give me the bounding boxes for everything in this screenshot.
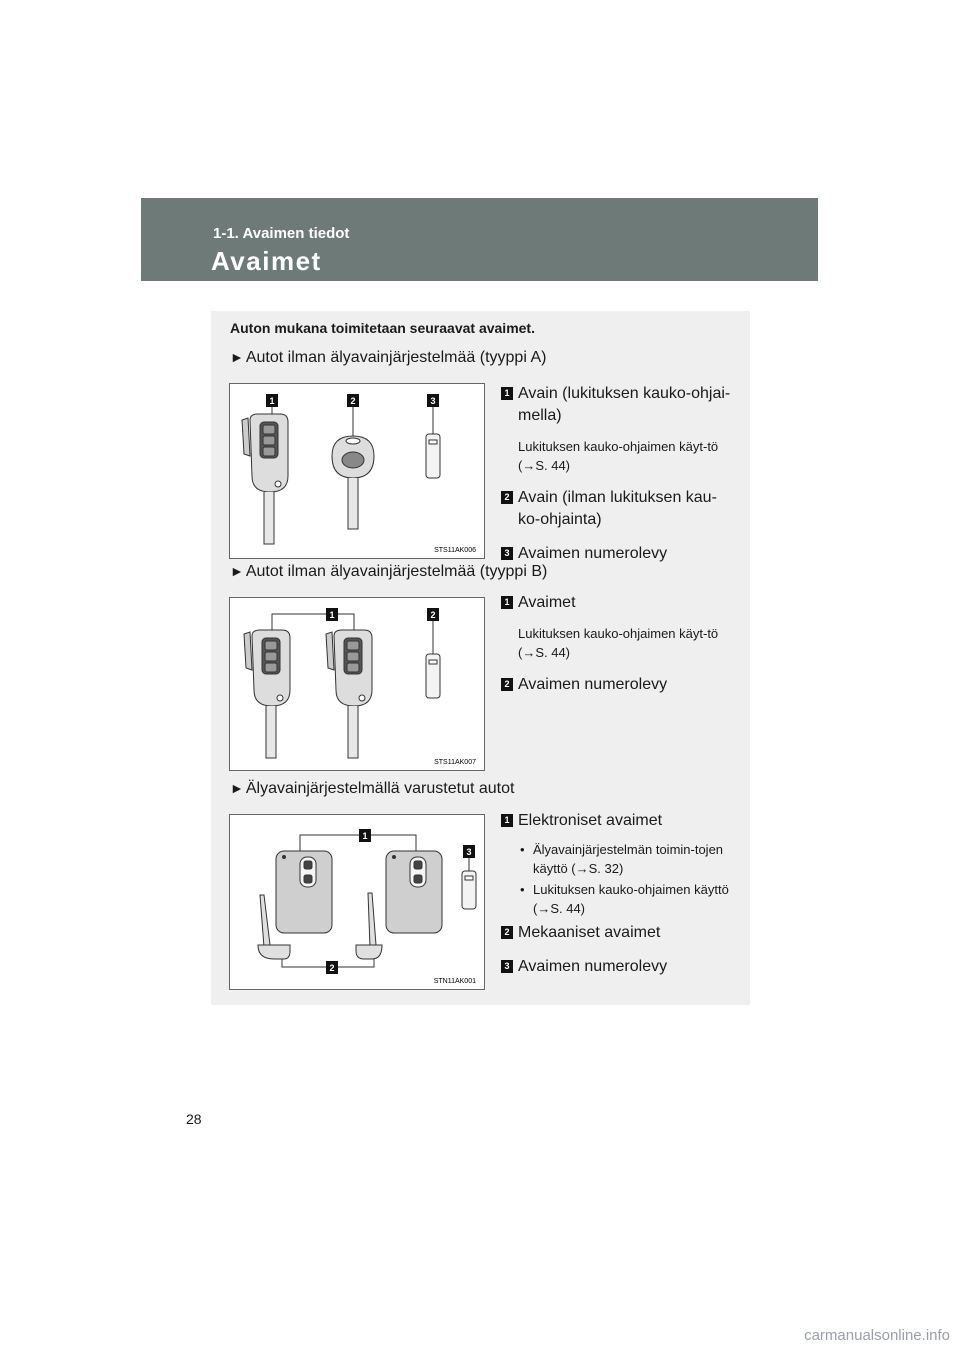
- callout-2: [326, 961, 338, 974]
- chapter-header: [141, 198, 818, 281]
- bullet-item: • Älyavainjärjestelmän toimin-tojen käyttö (→S. 32): [518, 840, 731, 878]
- key-number-plate-icon: [426, 434, 440, 478]
- number-badge: 1: [501, 387, 513, 400]
- callout-3: [427, 394, 439, 407]
- svg-text:2: 2: [350, 396, 356, 406]
- content-box: [211, 311, 750, 1005]
- item-mechanical-keys: 2 Mekaaniset avaimet: [501, 922, 731, 944]
- number-badge: 3: [501, 960, 513, 973]
- item-keys: 1 Avaimet: [501, 592, 731, 614]
- item-note: Lukituksen kauko-ohjaimen käyt-tö (→S. 44): [518, 439, 719, 473]
- heading-text: Älyavainjärjestelmällä varustetut autot: [245, 780, 515, 797]
- heading-text: Autot ilman älyavainjärjestelmää (tyyppi B): [245, 563, 548, 580]
- callout-2: [347, 394, 359, 407]
- callout-1: [326, 608, 338, 621]
- items-type-a: [501, 383, 731, 577]
- svg-text:2: 2: [430, 610, 436, 620]
- smart-key-icon: [276, 851, 332, 933]
- triangle-bullet-icon: ►: [230, 563, 244, 579]
- heading-smart-key: [230, 780, 514, 798]
- page-title: Avaimet: [211, 246, 322, 276]
- figure-code: STS11AK007: [434, 759, 476, 766]
- figure-type-b: [229, 597, 485, 771]
- triangle-bullet-icon: ►: [230, 780, 244, 796]
- key-number-plate-icon: [462, 871, 476, 909]
- number-badge: 2: [501, 926, 513, 939]
- item-number-plate: 2 Avaimen numerolevy: [501, 674, 731, 696]
- triangle-bullet-icon: ►: [230, 349, 244, 365]
- number-badge: 3: [501, 547, 513, 560]
- bullet-list: [518, 840, 731, 918]
- figure-smart-key: [229, 814, 485, 990]
- heading-type-a: [230, 349, 546, 367]
- callout-1: [266, 394, 278, 407]
- number-badge: 1: [501, 814, 513, 827]
- item-electronic-keys: 1 Elektroniset avaimet: [501, 810, 731, 832]
- remote-key-icon: [244, 630, 290, 758]
- number-badge: 2: [501, 678, 513, 691]
- mechanical-key-icon: [356, 893, 382, 959]
- svg-text:3: 3: [466, 847, 472, 857]
- page-number: 28: [186, 1111, 202, 1127]
- watermark: carmanualsonline.info: [804, 1327, 950, 1344]
- heading-text: Autot ilman älyavainjärjestelmää (tyyppi A): [245, 349, 547, 366]
- figure-code: STN11AK001: [433, 978, 476, 985]
- bullet-item: • Lukituksen kauko-ohjaimen käyttö (→S. 44): [518, 880, 731, 918]
- smart-key-icon: [386, 851, 442, 933]
- svg-text:1: 1: [362, 831, 368, 841]
- intro-text: Auton mukana toimitetaan seuraavat avaimet.: [230, 320, 535, 336]
- remote-key-icon: [326, 630, 372, 758]
- svg-text:1: 1: [329, 610, 335, 620]
- heading-type-b: [230, 563, 547, 581]
- callout-2: [427, 608, 439, 621]
- remote-key-icon: [242, 414, 288, 544]
- callout-1: [359, 829, 371, 842]
- item-key-with-remote: 1 Avain (lukituksen kauko-ohjai-mella): [501, 383, 731, 427]
- item-key-without-remote: 2 Avain (ilman lukituksen kau-ko-ohjainta): [501, 487, 731, 531]
- key-icon: [332, 436, 374, 529]
- items-smart-key: [501, 810, 731, 990]
- svg-text:2: 2: [329, 963, 335, 973]
- section-title: 1-1. Avaimen tiedot: [213, 225, 350, 242]
- svg-text:1: 1: [269, 396, 275, 406]
- callout-3: [463, 845, 475, 858]
- number-badge: 1: [501, 596, 513, 609]
- number-badge: 2: [501, 491, 513, 504]
- figure-code: STS11AK006: [434, 547, 476, 554]
- figure-type-a: [229, 383, 485, 559]
- items-type-b: [501, 592, 731, 708]
- key-number-plate-icon: [426, 654, 440, 698]
- svg-text:3: 3: [430, 396, 436, 406]
- item-note: Lukituksen kauko-ohjaimen käyt-tö (→S. 44): [518, 626, 719, 660]
- item-number-plate: 3 Avaimen numerolevy: [501, 956, 731, 978]
- item-number-plate: 3 Avaimen numerolevy: [501, 543, 731, 565]
